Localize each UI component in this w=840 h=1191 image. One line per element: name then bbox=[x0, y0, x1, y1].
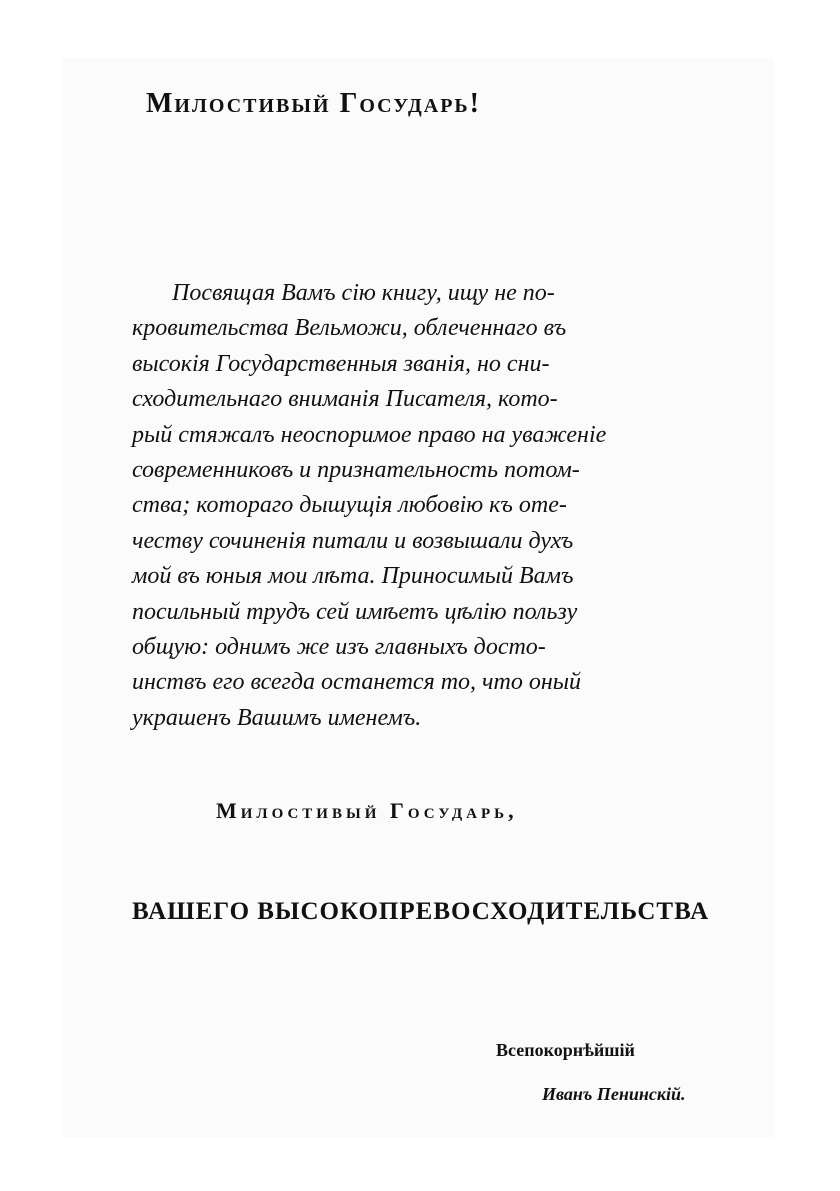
paragraph-line: инствъ его всегда останется то, что оный bbox=[132, 669, 581, 696]
dedication-paragraph bbox=[132, 276, 762, 736]
paragraph-line: ства; котораго дышущiя любовiю къ оте- bbox=[132, 492, 567, 519]
paragraph-line: современниковъ и признательность потом- bbox=[132, 457, 580, 484]
paragraph-line: мой въ юныя мои лѣта. Приносимый Вамъ bbox=[132, 563, 574, 590]
paragraph-line: кровительства Вельможи, облеченнаго въ bbox=[132, 315, 567, 342]
paragraph-line: высокiя Государственныя званiя, но сни- bbox=[132, 350, 550, 377]
paragraph-line: честву сочиненiя питали и возвышали духъ bbox=[132, 527, 574, 554]
paragraph-line: сходительнаго вниманiя Писателя, кото- bbox=[132, 386, 558, 413]
signature-line: Всепокорнѣйшiй bbox=[496, 1040, 635, 1060]
paragraph-line: рый стяжалъ неоспоримое право на уваженiе bbox=[132, 421, 607, 448]
salutation-heading: Милостивый Государь! bbox=[146, 88, 481, 119]
closing-salutation: Милостивый Государь, bbox=[216, 798, 518, 823]
paragraph-line: Посвящая Вамъ сiю книгу, ищу не по- bbox=[172, 280, 555, 306]
honorific-title: ВАШЕГО ВЫСОКОПРЕВОСХОДИТЕЛЬСТВА bbox=[132, 898, 710, 925]
paragraph-line: общую: однимъ же изъ главныхъ досто- bbox=[132, 634, 546, 661]
paragraph-line: посильный трудъ сей имѣетъ цѣлiю пользу bbox=[132, 598, 578, 625]
author-name: Иванъ Пенинскiй. bbox=[542, 1084, 686, 1104]
paragraph-line: украшенъ Вашимъ именемъ. bbox=[132, 704, 422, 731]
